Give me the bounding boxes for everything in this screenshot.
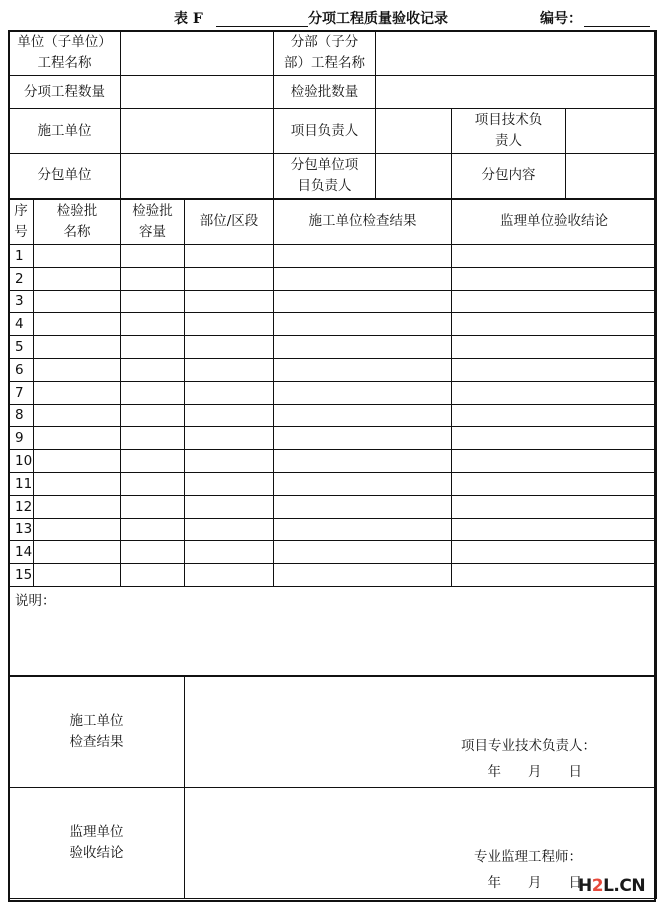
table-row: [9, 336, 657, 359]
row-contractor-result[interactable]: [274, 427, 452, 450]
row-supervisor-conclusion[interactable]: [452, 564, 657, 587]
table-row: [9, 404, 657, 427]
row-batch-capacity[interactable]: [121, 427, 185, 450]
row-location[interactable]: [185, 495, 274, 518]
batch-count-label: 检验批数量: [274, 76, 376, 109]
row-batch-capacity[interactable]: [121, 541, 185, 564]
watermark-part3: L.CN: [603, 876, 646, 896]
project-blank-line: [216, 26, 308, 27]
division-name-label: 分部（子分部）工程名称: [274, 31, 376, 76]
sub-manager-label: 分包单位项目负责人: [274, 154, 376, 199]
row-location[interactable]: [185, 564, 274, 587]
watermark-logo: [578, 876, 645, 896]
batch-count-value[interactable]: [376, 76, 657, 109]
row-batch-capacity[interactable]: [121, 358, 185, 381]
row-supervisor-conclusion[interactable]: [452, 518, 657, 541]
table-row: [9, 290, 657, 313]
row-seq: 11: [9, 472, 34, 495]
row-location[interactable]: [185, 518, 274, 541]
col-supervisor-conclusion: 监理单位验收结论: [452, 199, 657, 245]
row-supervisor-conclusion[interactable]: [452, 245, 657, 268]
signoff-supervisor-label: 监理单位验收结论: [9, 787, 185, 898]
row-batch-name[interactable]: [34, 472, 121, 495]
row-location[interactable]: [185, 245, 274, 268]
row-seq: 1: [9, 245, 34, 268]
row-supervisor-conclusion[interactable]: [452, 450, 657, 473]
row-supervisor-conclusion[interactable]: [452, 358, 657, 381]
row-location[interactable]: [185, 541, 274, 564]
row-batch-name[interactable]: [34, 450, 121, 473]
row-supervisor-conclusion[interactable]: [452, 313, 657, 336]
row-seq: 14: [9, 541, 34, 564]
row-batch-name[interactable]: [34, 495, 121, 518]
sub-content-label: 分包内容: [452, 154, 566, 199]
row-batch-capacity[interactable]: [121, 518, 185, 541]
row-batch-capacity[interactable]: [121, 495, 185, 518]
sub-manager-value[interactable]: [376, 154, 452, 199]
row-batch-name[interactable]: [34, 564, 121, 587]
row-seq: 3: [9, 290, 34, 313]
row-supervisor-conclusion[interactable]: [452, 404, 657, 427]
supervisor-sign-date: 年 月 日: [487, 874, 583, 891]
row-seq: 15: [9, 564, 34, 587]
contractor-signer-label: 项目专业技术负责人：: [461, 737, 597, 754]
row-seq: 10: [9, 450, 34, 473]
row-location[interactable]: [185, 267, 274, 290]
table-row: [9, 495, 657, 518]
row-batch-name[interactable]: [34, 336, 121, 359]
row-seq: 13: [9, 518, 34, 541]
form-title: 分项工程质量验收记录: [308, 11, 448, 27]
table-row: [9, 427, 657, 450]
table-label: 表 F: [174, 11, 203, 27]
unit-name-value[interactable]: [121, 31, 274, 76]
tech-manager-label: 项目技术负责人: [452, 109, 566, 154]
row-seq: 12: [9, 495, 34, 518]
row-contractor-result[interactable]: [274, 336, 452, 359]
row-contractor-result[interactable]: [274, 381, 452, 404]
row-location[interactable]: [185, 358, 274, 381]
row-contractor-result[interactable]: [274, 290, 452, 313]
row-batch-name[interactable]: [34, 404, 121, 427]
row-location[interactable]: [185, 450, 274, 473]
row-supervisor-conclusion[interactable]: [452, 541, 657, 564]
row-location[interactable]: [185, 290, 274, 313]
table-row: [9, 358, 657, 381]
row-location[interactable]: [185, 381, 274, 404]
row-batch-capacity[interactable]: [121, 245, 185, 268]
supervisor-signer-label: 专业监理工程师：: [474, 848, 583, 865]
row-seq: 6: [9, 358, 34, 381]
row-contractor-result[interactable]: [274, 358, 452, 381]
subitem-count-value[interactable]: [121, 76, 274, 109]
row-location[interactable]: [185, 472, 274, 495]
signoff-contractor-cell[interactable]: [185, 676, 657, 787]
row-contractor-result[interactable]: [274, 404, 452, 427]
unit-name-label: 单位（子单位）工程名称: [9, 31, 121, 76]
row-contractor-result[interactable]: [274, 450, 452, 473]
row-batch-name[interactable]: [34, 245, 121, 268]
col-batch-capacity: 检验批容量: [121, 199, 185, 245]
row-batch-name[interactable]: [34, 381, 121, 404]
signoff-contractor-label: 施工单位检查结果: [9, 676, 185, 787]
contractor-label: 施工单位: [9, 109, 121, 154]
row-batch-capacity[interactable]: [121, 336, 185, 359]
col-contractor-result: 施工单位检查结果: [274, 199, 452, 245]
data-rows: [9, 245, 657, 587]
row-seq: 9: [9, 427, 34, 450]
subcontractor-value[interactable]: [121, 154, 274, 199]
row-batch-capacity[interactable]: [121, 267, 185, 290]
subcontractor-label: 分包单位: [9, 154, 121, 199]
division-name-value[interactable]: [376, 31, 657, 76]
row-location[interactable]: [185, 427, 274, 450]
row-contractor-result[interactable]: [274, 518, 452, 541]
table-row: [9, 518, 657, 541]
row-batch-capacity[interactable]: [121, 450, 185, 473]
row-batch-capacity[interactable]: [121, 564, 185, 587]
row-contractor-result[interactable]: [274, 313, 452, 336]
row-supervisor-conclusion[interactable]: [452, 381, 657, 404]
row-batch-name[interactable]: [34, 358, 121, 381]
row-contractor-result[interactable]: [274, 564, 452, 587]
table-row: [9, 245, 657, 268]
number-blank-line: [584, 26, 650, 27]
row-batch-capacity[interactable]: [121, 472, 185, 495]
table-row: [9, 472, 657, 495]
row-contractor-result[interactable]: [274, 245, 452, 268]
row-seq: 2: [9, 267, 34, 290]
row-batch-name[interactable]: [34, 518, 121, 541]
table-row: [9, 381, 657, 404]
table-row: [9, 450, 657, 473]
row-supervisor-conclusion[interactable]: [452, 472, 657, 495]
subitem-count-label: 分项工程数量: [9, 76, 121, 109]
project-manager-label: 项目负责人: [274, 109, 376, 154]
table-row: [9, 313, 657, 336]
row-location[interactable]: [185, 313, 274, 336]
row-supervisor-conclusion[interactable]: [452, 495, 657, 518]
row-batch-capacity[interactable]: [121, 290, 185, 313]
acceptance-form-table: [8, 30, 657, 899]
watermark-part2: 2: [591, 876, 604, 896]
row-location[interactable]: [185, 404, 274, 427]
sub-content-value[interactable]: [566, 154, 657, 199]
row-contractor-result[interactable]: [274, 541, 452, 564]
row-seq: 5: [9, 336, 34, 359]
column-header-row: [9, 199, 657, 245]
watermark-part1: H: [578, 876, 592, 896]
form-header: [0, 6, 665, 28]
row-seq: 8: [9, 404, 34, 427]
notes-label: 说明：: [15, 592, 56, 609]
row-batch-capacity[interactable]: [121, 313, 185, 336]
row-supervisor-conclusion[interactable]: [452, 267, 657, 290]
row-batch-name[interactable]: [34, 267, 121, 290]
notes-cell[interactable]: [9, 586, 657, 676]
table-row: [9, 267, 657, 290]
row-seq: 7: [9, 381, 34, 404]
row-contractor-result[interactable]: [274, 495, 452, 518]
row-supervisor-conclusion[interactable]: [452, 336, 657, 359]
col-seq: 序号: [9, 199, 34, 245]
row-supervisor-conclusion[interactable]: [452, 427, 657, 450]
row-contractor-result[interactable]: [274, 472, 452, 495]
table-row: [9, 564, 657, 587]
row-batch-name[interactable]: [34, 290, 121, 313]
row-batch-capacity[interactable]: [121, 404, 185, 427]
row-seq: 4: [9, 313, 34, 336]
row-batch-name[interactable]: [34, 427, 121, 450]
row-contractor-result[interactable]: [274, 267, 452, 290]
row-batch-name[interactable]: [34, 541, 121, 564]
tech-manager-value[interactable]: [566, 109, 657, 154]
row-batch-capacity[interactable]: [121, 381, 185, 404]
table-row: [9, 541, 657, 564]
number-label: 编号：: [540, 11, 582, 27]
row-location[interactable]: [185, 336, 274, 359]
row-supervisor-conclusion[interactable]: [452, 290, 657, 313]
contractor-value[interactable]: [121, 109, 274, 154]
col-location: 部位/区段: [185, 199, 274, 245]
col-batch-name: 检验批名称: [34, 199, 121, 245]
row-batch-name[interactable]: [34, 313, 121, 336]
project-manager-value[interactable]: [376, 109, 452, 154]
contractor-sign-date: 年 月 日: [487, 763, 583, 780]
